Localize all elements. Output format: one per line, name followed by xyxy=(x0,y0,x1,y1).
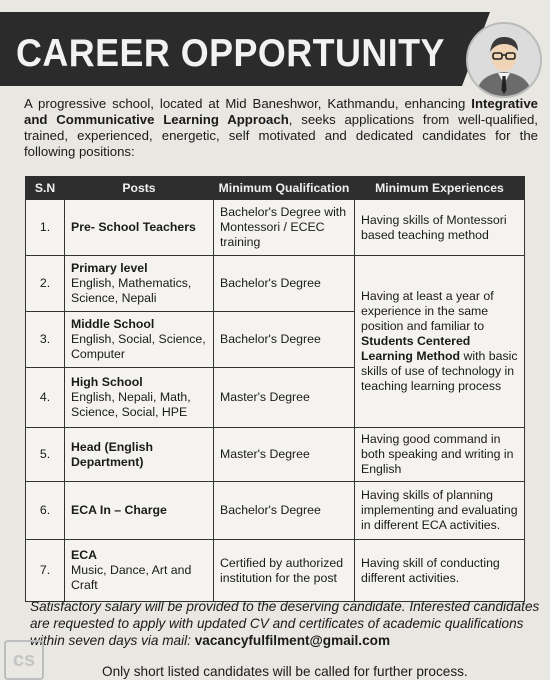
col-header-posts: Posts xyxy=(65,177,214,200)
col-header-qualification: Minimum Qualification xyxy=(214,177,355,200)
row-sn: 5. xyxy=(26,428,65,482)
row-experience: Having good command in both speaking and writing in English xyxy=(355,428,525,482)
row-post: ECA Music, Dance, Art and Craft xyxy=(65,540,214,602)
application-instructions: Satisfactory salary will be provided to the deserving candidate. Interested candidates are requested to apply with updated CV and certificates of academic qualifications within seven days via mail: vacancyfulfilment@gmail.com xyxy=(30,599,540,648)
contact-email[interactable]: vacancyfulfilment@gmail.com xyxy=(194,633,391,648)
row-sn: 6. xyxy=(26,482,65,540)
row-sn: 4. xyxy=(26,368,65,428)
row-qualification: Bachelor's Degree xyxy=(214,482,355,540)
table-header-row xyxy=(26,177,525,200)
table-row xyxy=(26,540,525,602)
positions-table xyxy=(25,176,525,602)
intro-highlight: Integrative and Communicative Learning Approach xyxy=(24,96,538,127)
row-qualification: Bachelor's Degree with Montessori / ECEC training xyxy=(214,200,355,256)
table-row xyxy=(26,256,525,312)
row-experience: Having skills of Montessori based teaching method xyxy=(355,200,525,256)
row-post: ECA In – Charge xyxy=(65,482,214,540)
row-qualification: Master's Degree xyxy=(214,428,355,482)
row-sn: 3. xyxy=(26,312,65,368)
col-header-sn: S.N xyxy=(26,177,65,200)
row-qualification: Bachelor's Degree xyxy=(214,256,355,312)
shortlist-note: Only short listed candidates will be called for further process. xyxy=(102,664,468,679)
row-experience-shared: Having at least a year of experience in the same position and familiar to Students Centered Learning Method with basic skills of use of technology in teaching learning process xyxy=(355,256,525,428)
row-post: Head (English Department) xyxy=(65,428,214,482)
row-qualification: Master's Degree xyxy=(214,368,355,428)
row-post: Pre- School Teachers xyxy=(65,200,214,256)
cs-logo-icon: cs xyxy=(4,640,44,680)
row-post: High School English, Nepali, Math, Science, Social, HPE xyxy=(65,368,214,428)
row-experience: Having skill of conducting different activities. xyxy=(355,540,525,602)
row-sn: 7. xyxy=(26,540,65,602)
table-row xyxy=(26,482,525,540)
intro-paragraph: A progressive school, located at Mid Baneshwor, Kathmandu, enhancing Integrative and Communicative Learning Approach, seeks applications from well-qualified, trained, experienced, energetic, self motivated and dedicated candidates for the following positions: xyxy=(24,96,538,159)
page-title: CAREER OPPORTUNITY xyxy=(16,32,445,75)
col-header-experience: Minimum Experiences xyxy=(355,177,525,200)
header-banner xyxy=(0,12,462,86)
row-sn: 1. xyxy=(26,200,65,256)
row-post: Middle School English, Social, Science, Computer xyxy=(65,312,214,368)
row-post: Primary level English, Mathematics, Science, Nepali xyxy=(65,256,214,312)
table-row xyxy=(26,428,525,482)
person-with-glasses-icon xyxy=(466,22,542,98)
row-sn: 2. xyxy=(26,256,65,312)
row-qualification: Bachelor's Degree xyxy=(214,312,355,368)
table-row xyxy=(26,200,525,256)
row-experience: Having skills of planning implementing and evaluating in different ECA activities. xyxy=(355,482,525,540)
row-qualification: Certified by authorized institution for the post xyxy=(214,540,355,602)
